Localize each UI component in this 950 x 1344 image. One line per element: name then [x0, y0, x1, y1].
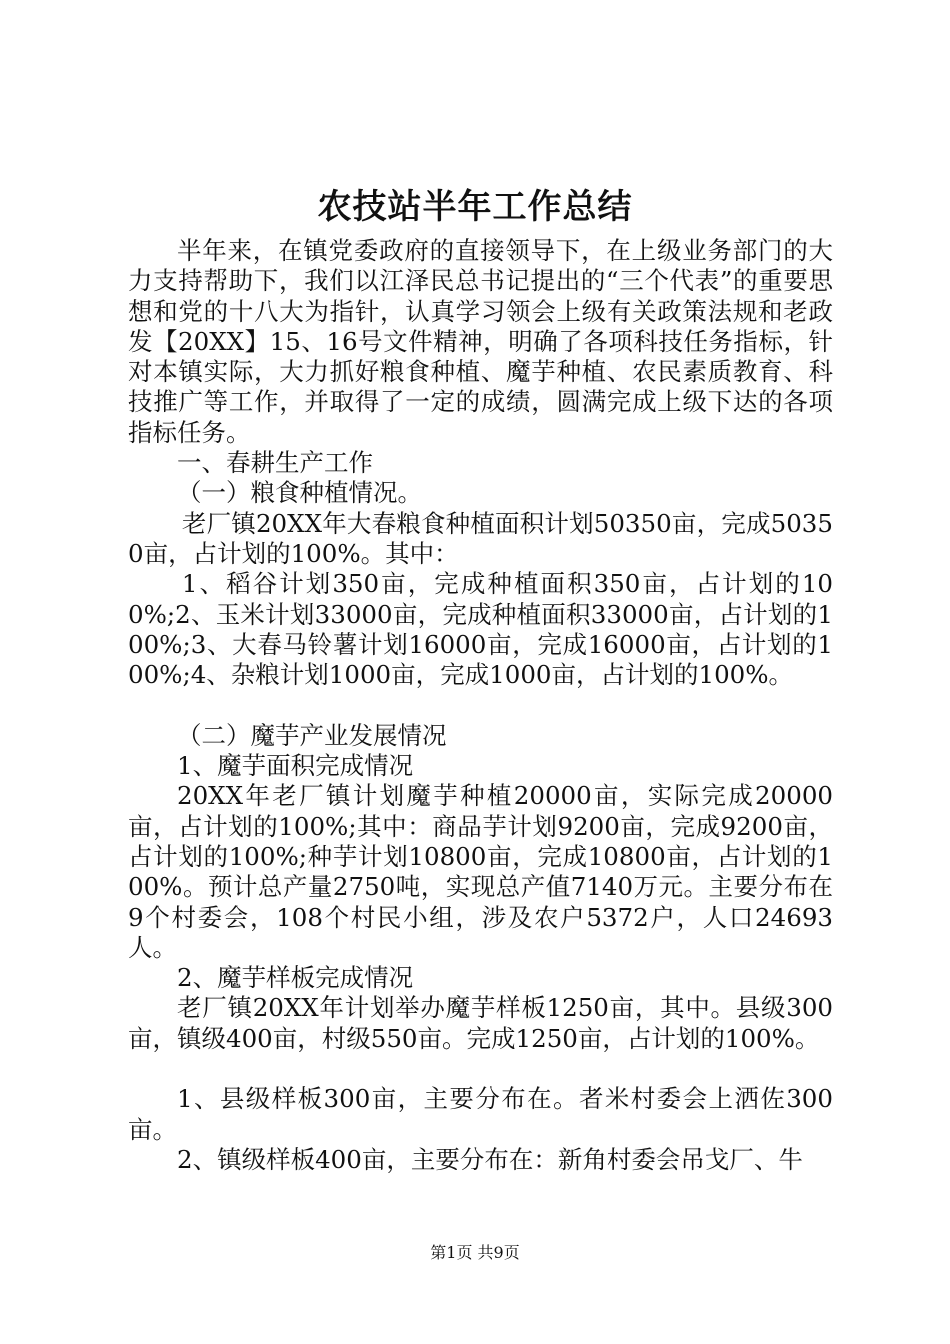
heading-subsection-1: （一）粮食种植情况。: [177, 478, 422, 508]
paragraph-town-sample: 2、镇级样板400亩，主要分布在：新角村委会吊戈厂、牛: [177, 1144, 803, 1174]
paragraph-county-sample: 1、县级样板300亩，主要分布在。者米村委会上洒佐300亩。: [128, 1084, 833, 1144]
heading-subsection-2: （二）魔芋产业发展情况: [177, 720, 447, 750]
paragraph-grain-total: 老厂镇20XX年大春粮食种植面积计划50350亩，完成50350亩，占计划的100%。其中：: [128, 508, 833, 568]
page-footer: 第1页 共9页: [430, 1243, 520, 1262]
blank-line: [128, 690, 833, 720]
heading-section-1: 一、春耕生产工作: [177, 448, 373, 478]
paragraph-intro: 半年来，在镇党委政府的直接领导下，在上级业务部门的大力支持帮助下，我们以江泽民总书记提出的“三个代表”的重要思想和党的十八大为指针，认真学习领会上级有关政策法规和老政发【20XX】15、16号文件精神，明确了各项科技任务指标，针对本镇实际，大力抓好粮食种植、魔芋种植、农民素质教育、科技推广等工作，并取得了一定的成绩，圆满完成上级下达的各项指标任务。: [128, 236, 833, 447]
blank-line: [128, 1054, 833, 1084]
paragraph-konjac-area: 20XX年老厂镇计划魔芋种植20000亩，实际完成20000亩，占计划的100%;其中：商品芋计划9200亩，完成9200亩，占计划的100%;种芋计划10800亩，完成10800亩，占计划的100%。预计总产量2750吨，实现总产值7140万元。主要分布在9个村委会，108个村民小组，涉及农户5372户，人口24693人。: [128, 781, 833, 962]
document-title: 农技站半年工作总结: [317, 187, 633, 227]
document-body: [128, 236, 833, 1175]
heading-konjac-area: 1、魔芋面积完成情况: [177, 751, 414, 781]
heading-konjac-sample: 2、魔芋样板完成情况: [177, 963, 414, 993]
paragraph-konjac-sample: 老厂镇20XX年计划举办魔芋样板1250亩，其中。县级300亩，镇级400亩，村级550亩。完成1250亩，占计划的100%。: [128, 993, 833, 1053]
paragraph-grain-detail: 1、稻谷计划350亩，完成种植面积350亩，占计划的100%;2、玉米计划33000亩，完成种植面积33000亩，占计划的100%;3、大春马铃薯计划16000亩，完成16000亩，占计划的100%;4、杂粮计划1000亩，完成1000亩，占计划的100%。: [128, 569, 833, 690]
